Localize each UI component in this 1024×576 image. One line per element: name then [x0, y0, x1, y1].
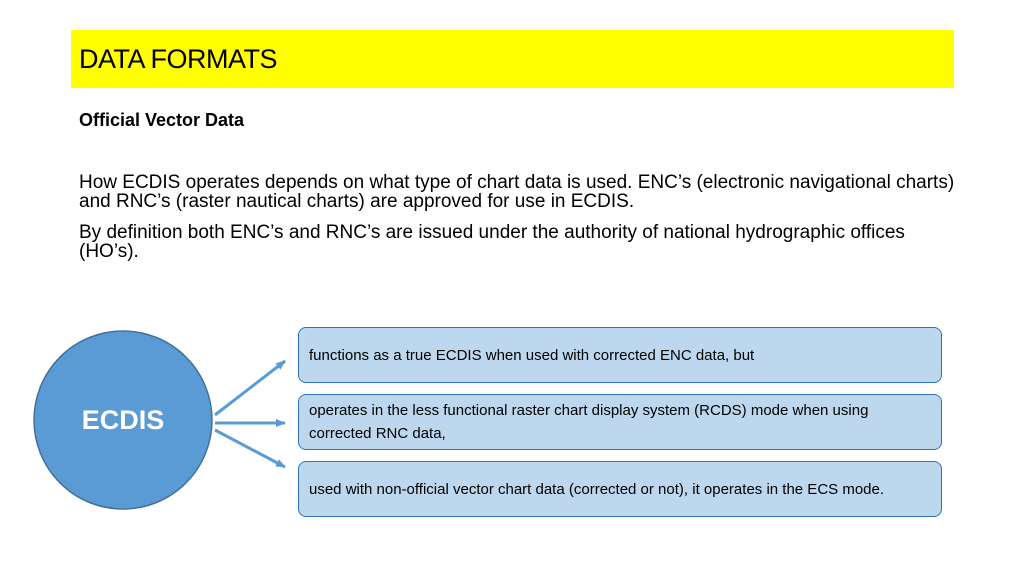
ecdis-mode-box-ecs: [298, 461, 942, 517]
paragraph-2: By definition both ENC’s and RNC’s are issued under the authority of national hydrographic offices (HO’s).: [79, 222, 905, 262]
box-3-text: used with non-official vector chart data (corrected or not), it operates in the ECS mode.: [309, 480, 885, 498]
paragraph-1: How ECDIS operates depends on what type of chart data is used. ENC’s (electronic navigational charts) and RNC’s (raster nautical charts) are approved for use in ECDIS.: [79, 172, 955, 212]
arrow-to-box-3: [215, 430, 285, 467]
slide-subtitle: Official Vector Data: [79, 110, 245, 130]
box-2-text: operates in the less functional raster chart display system (RCDS) mode when using corrected RNC data,: [309, 402, 869, 442]
box-1-text: functions as a true ECDIS when used with corrected ENC data, but: [309, 346, 755, 364]
ecdis-label: ECDIS: [81, 404, 165, 435]
arrow-to-box-1: [215, 361, 285, 415]
ecdis-mode-box-enc: [298, 327, 942, 383]
ecdis-mode-box-rnc: [298, 394, 942, 450]
slide-title: DATA FORMATS: [79, 43, 278, 74]
